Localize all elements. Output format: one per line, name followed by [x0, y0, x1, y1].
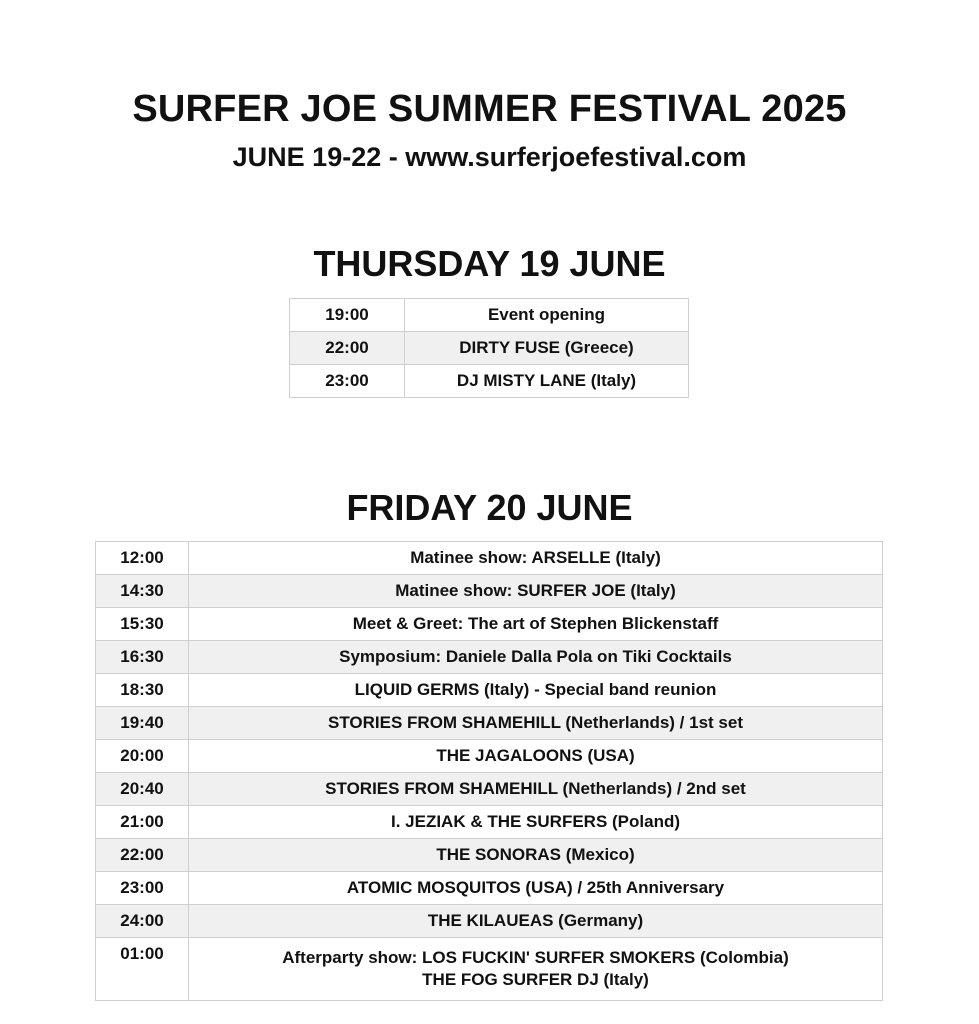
event-cell: Matinee show: SURFER JOE (Italy) — [189, 575, 883, 608]
time-cell: 18:30 — [96, 674, 189, 707]
table-row — [96, 641, 883, 674]
time-cell: 14:30 — [96, 575, 189, 608]
event-cell: Event opening — [405, 299, 689, 332]
table-row — [96, 740, 883, 773]
event-cell: DIRTY FUSE (Greece) — [405, 332, 689, 365]
time-cell: 21:00 — [96, 806, 189, 839]
table-row — [96, 773, 883, 806]
event-cell — [189, 938, 883, 1001]
friday-schedule-table — [95, 541, 883, 1001]
event-cell: STORIES FROM SHAMEHILL (Netherlands) / 2nd set — [189, 773, 883, 806]
table-row — [290, 365, 689, 398]
event-cell: THE KILAUEAS (Germany) — [189, 905, 883, 938]
event-cell: THE JAGALOONS (USA) — [189, 740, 883, 773]
table-row — [96, 872, 883, 905]
time-cell: 24:00 — [96, 905, 189, 938]
event-cell: ATOMIC MOSQUITOS (USA) / 25th Anniversary — [189, 872, 883, 905]
event-cell: I. JEZIAK & THE SURFERS (Poland) — [189, 806, 883, 839]
time-cell: 19:00 — [290, 299, 405, 332]
table-row — [96, 674, 883, 707]
page-subtitle: JUNE 19-22 - www.surferjoefestival.com — [232, 142, 747, 172]
event-line: THE FOG SURFER DJ (Italy) — [422, 970, 649, 989]
time-cell: 23:00 — [290, 365, 405, 398]
thursday-title: THURSDAY 19 JUNE — [313, 243, 666, 284]
page-title: SURFER JOE SUMMER FESTIVAL 2025 — [132, 88, 847, 130]
event-cell: LIQUID GERMS (Italy) - Special band reunion — [189, 674, 883, 707]
event-cell: STORIES FROM SHAMEHILL (Netherlands) / 1st set — [189, 707, 883, 740]
time-cell: 16:30 — [96, 641, 189, 674]
event-cell: THE SONORAS (Mexico) — [189, 839, 883, 872]
time-cell: 22:00 — [96, 839, 189, 872]
event-cell: Matinee show: ARSELLE (Italy) — [189, 542, 883, 575]
time-cell: 01:00 — [96, 938, 189, 1001]
table-row — [96, 806, 883, 839]
table-row — [290, 332, 689, 365]
event-cell: Meet & Greet: The art of Stephen Blickenstaff — [189, 608, 883, 641]
table-row — [96, 608, 883, 641]
table-row — [96, 905, 883, 938]
friday-title: FRIDAY 20 JUNE — [346, 487, 633, 528]
time-cell: 19:40 — [96, 707, 189, 740]
time-cell: 20:00 — [96, 740, 189, 773]
time-cell: 12:00 — [96, 542, 189, 575]
time-cell: 23:00 — [96, 872, 189, 905]
time-cell: 15:30 — [96, 608, 189, 641]
event-line: Afterparty show: LOS FUCKIN' SURFER SMOKERS (Colombia) — [282, 948, 789, 967]
event-cell: DJ MISTY LANE (Italy) — [405, 365, 689, 398]
time-cell: 20:40 — [96, 773, 189, 806]
table-row — [96, 542, 883, 575]
table-row — [96, 839, 883, 872]
time-cell: 22:00 — [290, 332, 405, 365]
table-row — [96, 575, 883, 608]
thursday-schedule-table — [289, 298, 689, 398]
table-row — [96, 707, 883, 740]
table-row — [96, 938, 883, 1001]
event-cell: Symposium: Daniele Dalla Pola on Tiki Cocktails — [189, 641, 883, 674]
table-row — [290, 299, 689, 332]
